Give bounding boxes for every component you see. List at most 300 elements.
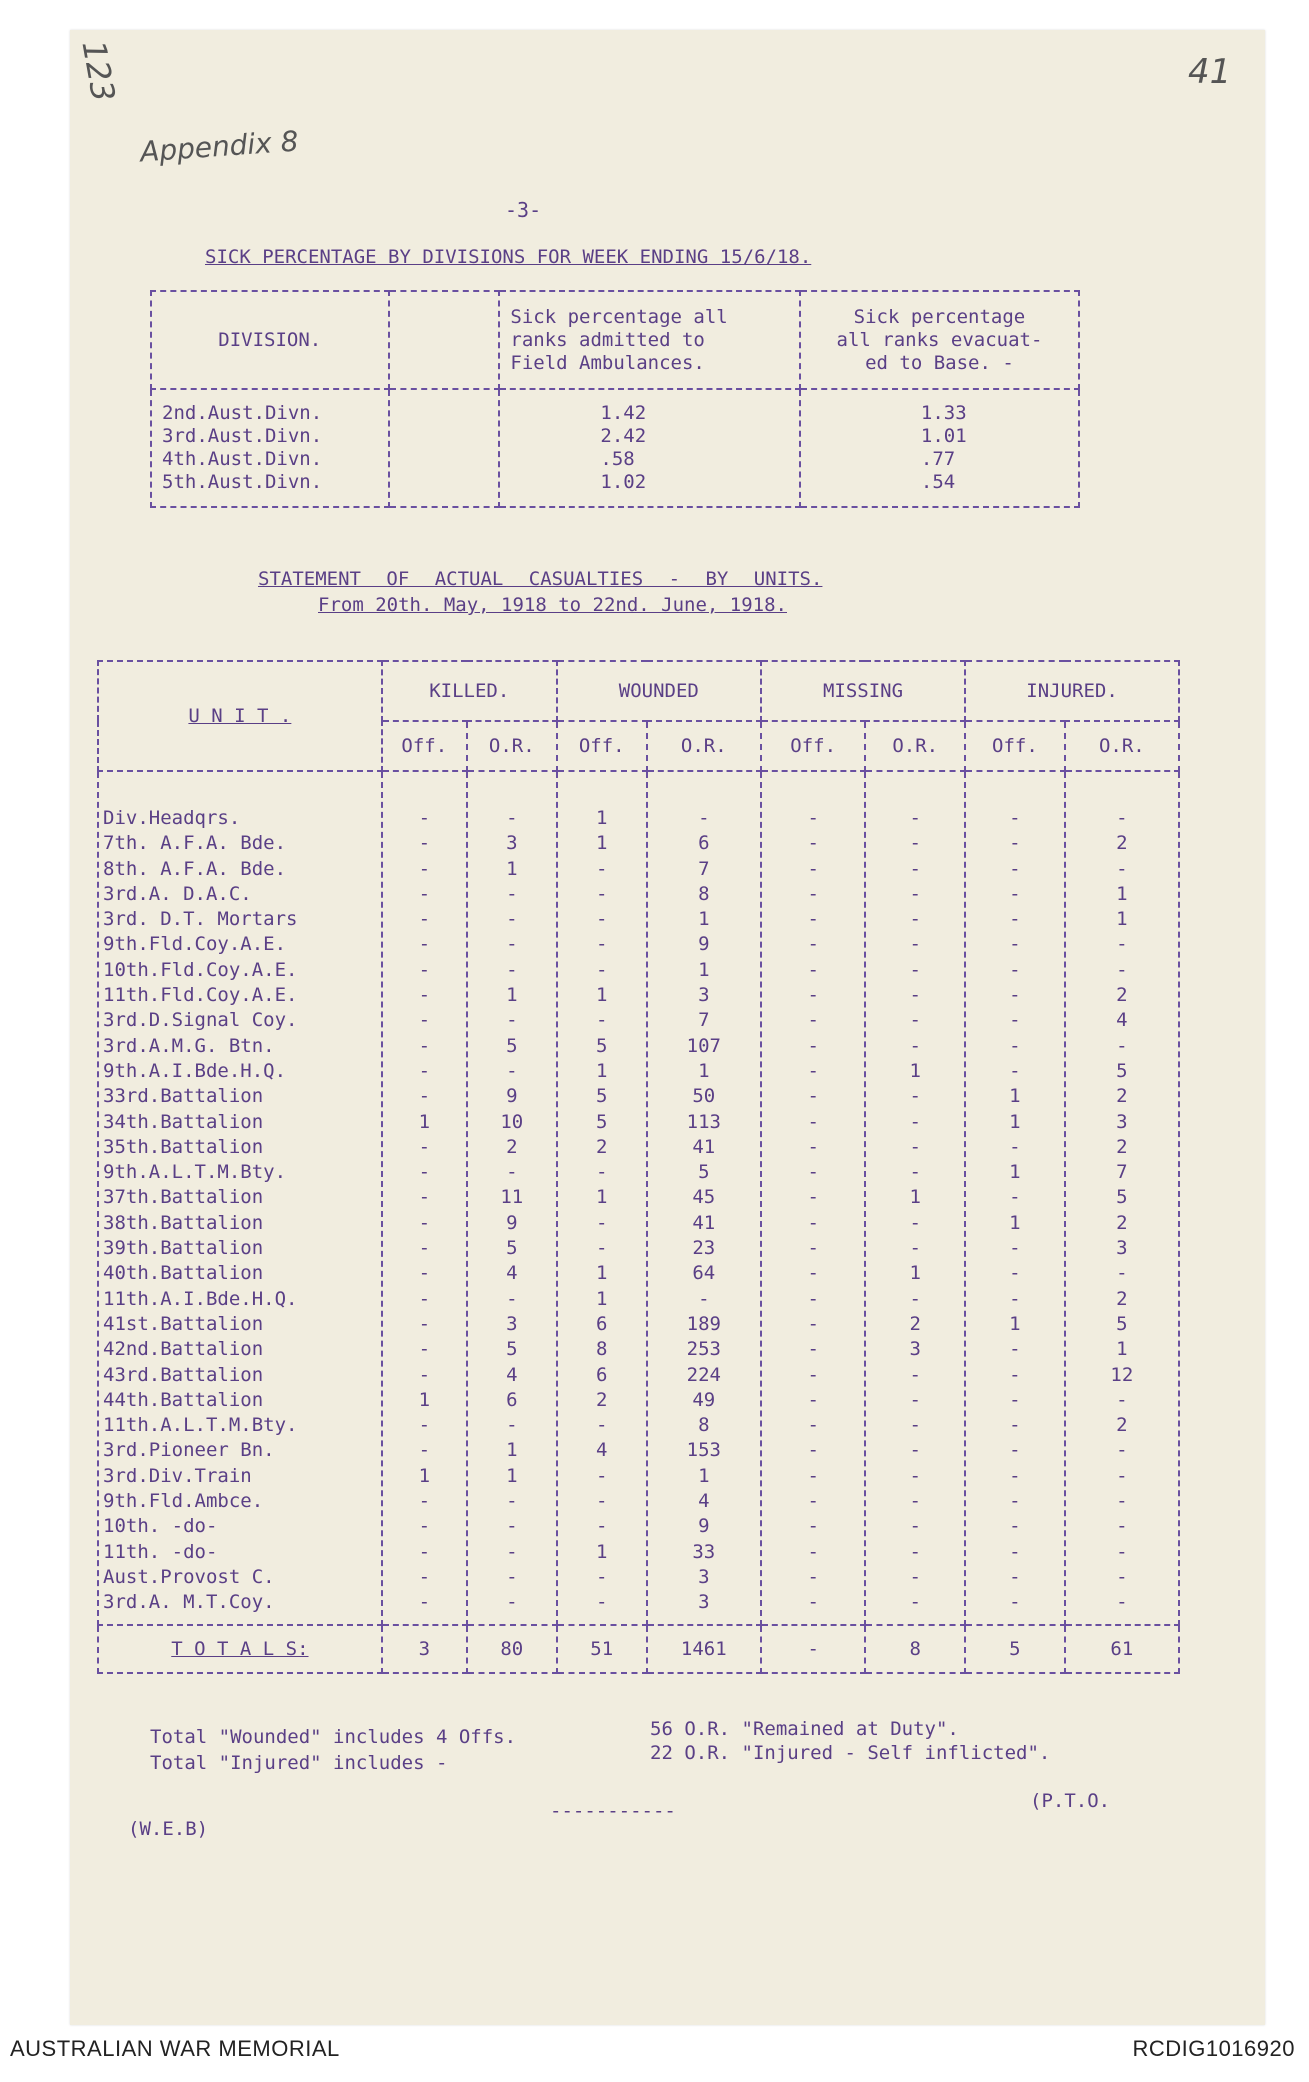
table-cell: - — [418, 1439, 431, 1462]
table-cell: - — [506, 908, 518, 931]
list-item: 1.02 — [600, 471, 647, 493]
table-cell: 8 — [698, 1414, 710, 1437]
killed-off-column — [382, 771, 467, 1625]
table-cell: - — [418, 1085, 431, 1108]
table-cell: - — [807, 1591, 819, 1614]
total-injured-off: 5 — [965, 1625, 1065, 1673]
subcol-missing-off: Off. — [761, 721, 866, 771]
table-cell: - — [1009, 1287, 1021, 1310]
table-cell: 1 — [698, 1059, 710, 1082]
table-cell: 2 — [1116, 1211, 1128, 1234]
table-cell: - — [595, 1515, 608, 1538]
table-cell: - — [506, 882, 518, 905]
table-cell: 8 — [595, 1338, 608, 1361]
table-cell: - — [909, 1085, 921, 1108]
table-cell: 4 — [698, 1490, 710, 1513]
table-cell: 9 — [506, 1211, 518, 1234]
unit-name: 3rd.A. D.A.C. — [103, 882, 252, 905]
table-cell: 113 — [686, 1110, 721, 1133]
table-cell: - — [807, 1363, 819, 1386]
table-cell: 1 — [595, 1262, 608, 1285]
unit-name: 3rd.Pioneer Bn. — [103, 1439, 275, 1462]
table-cell: 1 — [418, 1110, 431, 1133]
table-cell: - — [595, 908, 608, 931]
table-cell: 2 — [506, 1135, 518, 1158]
table-cell: - — [1009, 1186, 1021, 1209]
table-cell: - — [807, 1414, 819, 1437]
table-cell: - — [807, 882, 819, 905]
list-item: .58 — [600, 448, 635, 470]
table-cell: - — [909, 1034, 921, 1057]
table-cell: - — [595, 958, 608, 981]
total-wounded-or: 1461 — [647, 1625, 761, 1673]
table-cell: - — [909, 882, 921, 905]
unit-name: 37th.Battalion — [103, 1186, 264, 1209]
unit-name: 9th.A.L.T.M.Bty. — [103, 1161, 287, 1184]
table-cell: - — [418, 933, 431, 956]
table-cell: 1 — [506, 1439, 518, 1462]
table-cell: - — [418, 807, 431, 829]
col-admitted: Sick percentage all ranks admitted to Field Ambulances. — [499, 291, 800, 389]
table-cell: - — [909, 1439, 921, 1462]
unit-name: 11th.A.L.T.M.Bty. — [103, 1414, 298, 1437]
table-cell: - — [1116, 1565, 1128, 1588]
table-cell: - — [909, 857, 921, 880]
list-item: 1.01 — [920, 425, 967, 447]
table-cell: - — [418, 1135, 431, 1158]
total-wounded-off: 51 — [557, 1625, 647, 1673]
table-cell: - — [909, 908, 921, 931]
table-cell: - — [909, 1009, 921, 1032]
list-item: .54 — [920, 471, 956, 493]
table-cell: - — [909, 1515, 921, 1538]
table-cell: - — [1009, 832, 1021, 855]
table-cell: 5 — [595, 1110, 608, 1133]
table-cell: 253 — [686, 1338, 721, 1361]
table-cell: 1 — [1009, 1211, 1021, 1234]
unit-name: 9th.Fld.Ambce. — [103, 1490, 264, 1513]
table-cell: - — [909, 1287, 921, 1310]
table-cell: 1 — [595, 1059, 608, 1082]
table-cell: - — [418, 1591, 431, 1614]
table-cell: - — [595, 882, 608, 905]
injured-off-column — [965, 771, 1065, 1625]
table-cell: 5 — [506, 1338, 518, 1361]
table-cell: - — [1009, 958, 1021, 981]
table-cell: - — [506, 1414, 518, 1437]
table-cell: - — [1009, 1034, 1021, 1057]
table-cell: - — [807, 832, 819, 855]
table-cell: - — [807, 1490, 819, 1513]
table-cell: - — [1009, 984, 1021, 1007]
table-cell: - — [909, 1565, 921, 1588]
list-item: 5th.Aust.Divn. — [162, 471, 323, 493]
subcol-missing-or: O.R. — [865, 721, 965, 771]
table-cell: 3 — [909, 1338, 921, 1361]
table-cell: - — [807, 1338, 819, 1361]
table-cell: - — [418, 1034, 431, 1057]
note-wounded-b: 56 O.R. "Remained at Duty". — [650, 1718, 959, 1740]
table-cell: - — [595, 857, 608, 880]
table-cell: - — [418, 1515, 431, 1538]
table-cell: - — [807, 1034, 819, 1057]
table-cell: - — [909, 1237, 921, 1260]
table-cell: - — [595, 1211, 608, 1234]
subcol-wounded-or: O.R. — [647, 721, 761, 771]
list-item: 4th.Aust.Divn. — [162, 448, 323, 470]
blank-cell — [389, 389, 500, 507]
table-cell: - — [595, 1161, 608, 1184]
missing-off-column — [761, 771, 866, 1625]
table-cell: - — [807, 1186, 819, 1209]
table-cell: - — [909, 984, 921, 1007]
col-blank — [389, 291, 500, 389]
table-cell: 5 — [506, 1237, 518, 1260]
col-wounded: WOUNDED — [557, 661, 761, 721]
table-cell: 5 — [1116, 1059, 1128, 1082]
table-cell: 33 — [692, 1540, 716, 1563]
table-cell: 1 — [1116, 1338, 1128, 1361]
table-cell: 1 — [909, 1059, 921, 1082]
table-cell: - — [506, 933, 518, 956]
col-injured: INJURED. — [965, 661, 1179, 721]
table-cell: 107 — [686, 1034, 721, 1057]
list-item: 1.33 — [920, 402, 967, 424]
web-initials: (W.E.B) — [128, 1818, 209, 1840]
table-cell: 1 — [595, 984, 608, 1007]
table-cell: - — [1009, 1490, 1021, 1513]
table-cell: - — [807, 1161, 819, 1184]
table-cell: 1 — [1009, 1085, 1021, 1108]
table-cell: - — [418, 1312, 431, 1335]
separator-line: ----------- — [550, 1800, 676, 1822]
table-cell: - — [506, 1515, 518, 1538]
table-cell: - — [418, 1059, 431, 1082]
table-cell: 1 — [909, 1262, 921, 1285]
table-cell: - — [807, 1312, 819, 1335]
table-cell: - — [807, 1515, 819, 1538]
table-cell: - — [506, 1540, 518, 1563]
unit-name: 42nd.Battalion — [103, 1338, 264, 1361]
table-cell: 1 — [595, 1186, 608, 1209]
table-cell: 1 — [1009, 1161, 1021, 1184]
table-cell: - — [506, 1490, 518, 1513]
subcol-injured-off: Off. — [965, 721, 1065, 771]
unit-name: Aust.Provost C. — [103, 1565, 275, 1588]
list-item: 1.42 — [600, 402, 647, 424]
injured-or-column — [1065, 771, 1179, 1625]
table-cell: 5 — [1116, 1186, 1128, 1209]
table-cell: - — [418, 1161, 431, 1184]
killed-or-column — [467, 771, 557, 1625]
table-cell: 9 — [698, 933, 710, 956]
wounded-or-column — [647, 771, 761, 1625]
table-cell: - — [909, 832, 921, 855]
table-cell: 9 — [698, 1515, 710, 1538]
table-cell: 4 — [595, 1439, 608, 1462]
table-cell: 3 — [698, 1591, 710, 1614]
table-cell: 1 — [506, 857, 518, 880]
unit-name: 33rd.Battalion — [103, 1085, 264, 1108]
table-cell: - — [1009, 807, 1021, 829]
unit-name: 9th.Fld.Coy.A.E. — [103, 933, 287, 956]
table-cell: - — [418, 1186, 431, 1209]
table-cell: 153 — [686, 1439, 721, 1462]
table-cell: 6 — [506, 1388, 518, 1411]
table-cell: - — [1116, 857, 1128, 880]
table-cell: - — [595, 1591, 608, 1614]
table-cell: 189 — [686, 1312, 721, 1335]
table-cell: - — [1116, 958, 1128, 981]
unit-name: 9th.A.I.Bde.H.Q. — [103, 1059, 287, 1082]
table-cell: 7 — [698, 1009, 710, 1032]
table-cell: 23 — [692, 1237, 716, 1260]
unit-name: 7th. A.F.A. Bde. — [103, 832, 287, 855]
table-cell: - — [418, 857, 431, 880]
table-cell: 1 — [698, 958, 710, 981]
table-cell: 1 — [698, 1464, 710, 1487]
table-cell: - — [807, 1059, 819, 1082]
table-cell: - — [807, 1085, 819, 1108]
table-cell: - — [595, 1414, 608, 1437]
table-cell: 2 — [1116, 832, 1128, 855]
unit-name: 44th.Battalion — [103, 1388, 264, 1411]
table-cell: - — [595, 1490, 608, 1513]
table-cell: - — [807, 933, 819, 956]
total-missing-or: 8 — [865, 1625, 965, 1673]
table-cell: - — [1009, 908, 1021, 931]
table-cell: - — [1116, 933, 1128, 956]
unit-name: 3rd.A.M.G. Btn. — [103, 1034, 275, 1057]
table-cell: - — [506, 1287, 518, 1310]
table-cell: - — [506, 1161, 518, 1184]
table-cell: 2 — [1116, 1414, 1128, 1437]
table-cell: 1 — [698, 908, 710, 931]
table-cell: 6 — [595, 1312, 608, 1335]
table-cell: - — [807, 1110, 819, 1133]
table-cell: - — [1009, 933, 1021, 956]
table-cell: - — [1009, 1135, 1021, 1158]
col-evacuated: Sick percentage all ranks evacuat- ed to Base. - — [800, 291, 1079, 389]
table-cell: - — [807, 1135, 819, 1158]
table-cell: - — [909, 807, 921, 829]
table-cell: - — [418, 1211, 431, 1234]
table-cell: 2 — [1116, 1085, 1128, 1108]
table-cell: - — [1009, 1388, 1021, 1411]
table-cell: - — [418, 908, 431, 931]
wounded-off-column — [557, 771, 647, 1625]
table-cell: 4 — [1116, 1009, 1128, 1032]
table-cell: - — [807, 1439, 819, 1462]
table-cell: 1 — [418, 1464, 431, 1487]
table-cell: - — [909, 1540, 921, 1563]
table-cell: - — [595, 1464, 608, 1487]
table-cell: 1 — [506, 1464, 518, 1487]
table-cell: 50 — [692, 1085, 716, 1108]
totals-label: T O T A L S: — [98, 1625, 382, 1673]
unit-name: 8th. A.F.A. Bde. — [103, 857, 287, 880]
table-cell: 6 — [698, 832, 710, 855]
table-cell: - — [807, 1262, 819, 1285]
table-cell: - — [807, 1464, 819, 1487]
table-cell: - — [418, 882, 431, 905]
list-item: .77 — [920, 448, 956, 470]
table-cell: 7 — [1116, 1161, 1128, 1184]
table-cell: - — [807, 984, 819, 1007]
unit-name: 43rd.Battalion — [103, 1363, 264, 1386]
table-cell: - — [909, 1490, 921, 1513]
unit-name: 3rd.Div.Train — [103, 1464, 252, 1487]
table-cell: 3 — [506, 1312, 518, 1335]
casualty-table — [97, 660, 1180, 1674]
table-cell: 1 — [1116, 882, 1128, 905]
table-cell: - — [418, 832, 431, 855]
table-cell: - — [1116, 1262, 1128, 1285]
division-list — [151, 389, 389, 507]
table-cell: - — [418, 958, 431, 981]
unit-name: Div.Headqrs. — [103, 807, 241, 829]
table-cell: - — [1116, 1540, 1128, 1563]
table-cell: 64 — [692, 1262, 716, 1285]
table-cell: - — [909, 1211, 921, 1234]
table-cell: - — [698, 807, 710, 829]
col-killed: KILLED. — [382, 661, 557, 721]
list-item: 2.42 — [600, 425, 647, 447]
note-injured-a: Total "Injured" includes - — [150, 1752, 448, 1774]
table-cell: 41 — [692, 1135, 716, 1158]
table-cell: - — [909, 1464, 921, 1487]
table-cell: - — [698, 1287, 710, 1310]
table-cell: - — [1116, 1490, 1128, 1513]
table-cell: - — [1116, 807, 1128, 829]
table-cell: 1 — [506, 984, 518, 1007]
unit-name: 3rd.D.Signal Coy. — [103, 1009, 298, 1032]
unit-name: 10th. -do- — [103, 1515, 218, 1538]
list-item: 2nd.Aust.Divn. — [162, 402, 323, 424]
unit-name: 40th.Battalion — [103, 1262, 264, 1285]
note-wounded-a: Total "Wounded" includes 4 Offs. — [150, 1726, 517, 1748]
statement-title: STATEMENT OF ACTUAL CASUALTIES - BY UNITS. — [258, 568, 823, 590]
table-cell: - — [418, 1414, 431, 1437]
unit-name: 34th.Battalion — [103, 1110, 264, 1133]
table-cell: 1 — [909, 1186, 921, 1209]
sick-title: SICK PERCENTAGE BY DIVISIONS FOR WEEK ENDING 15/6/18. — [205, 246, 812, 268]
total-missing-off: - — [761, 1625, 866, 1673]
unit-name: 39th.Battalion — [103, 1237, 264, 1260]
table-cell: - — [909, 958, 921, 981]
table-cell: - — [1009, 1565, 1021, 1588]
subcol-wounded-off: Off. — [557, 721, 647, 771]
admitted-values — [499, 389, 800, 507]
table-cell: 1 — [595, 1287, 608, 1310]
table-cell: - — [909, 1135, 921, 1158]
table-cell: - — [1009, 1009, 1021, 1032]
evacuated-values — [800, 389, 1079, 507]
table-cell: 41 — [692, 1211, 716, 1234]
table-cell: 5 — [506, 1034, 518, 1057]
list-item: 3rd.Aust.Divn. — [162, 425, 323, 447]
table-cell: 2 — [1116, 984, 1128, 1007]
table-cell: - — [506, 1059, 518, 1082]
table-cell: - — [1009, 1363, 1021, 1386]
table-cell: - — [1009, 1237, 1021, 1260]
table-cell: - — [506, 958, 518, 981]
table-cell: 3 — [506, 832, 518, 855]
table-cell: - — [1009, 1540, 1021, 1563]
table-cell: - — [506, 1009, 518, 1032]
unit-name: 11th. -do- — [103, 1540, 218, 1563]
unit-name: 41st.Battalion — [103, 1312, 264, 1335]
table-cell: 1 — [595, 832, 608, 855]
table-cell: 9 — [506, 1085, 518, 1108]
table-cell: 2 — [1116, 1287, 1128, 1310]
sick-percentage-table — [150, 290, 1080, 508]
table-cell: 7 — [698, 857, 710, 880]
table-cell: - — [418, 1540, 431, 1563]
table-cell: 45 — [692, 1186, 716, 1209]
statement-subtitle: From 20th. May, 1918 to 22nd. June, 1918. — [318, 594, 787, 616]
table-cell: - — [418, 1287, 431, 1310]
table-cell: - — [807, 1287, 819, 1310]
table-cell: - — [909, 933, 921, 956]
table-cell: - — [595, 933, 608, 956]
table-cell: 11 — [500, 1186, 524, 1209]
table-cell: - — [807, 1009, 819, 1032]
table-cell: - — [506, 1565, 518, 1588]
table-cell: 3 — [1116, 1110, 1128, 1133]
table-cell: 6 — [595, 1363, 608, 1386]
unit-name: 3rd.A. M.T.Coy. — [103, 1591, 275, 1614]
table-cell: - — [418, 984, 431, 1007]
pto-note: (P.T.O. — [1030, 1790, 1111, 1812]
table-cell: - — [1116, 1591, 1128, 1614]
table-cell: - — [807, 1388, 819, 1411]
table-cell: - — [807, 1565, 819, 1588]
table-cell: - — [909, 1388, 921, 1411]
unit-name: 3rd. D.T. Mortars — [103, 908, 298, 931]
unit-column — [98, 771, 382, 1625]
table-cell: 1 — [1116, 908, 1128, 931]
margin-number-left: 123 — [74, 37, 123, 105]
table-cell: - — [418, 1490, 431, 1513]
unit-name: 10th.Fld.Coy.A.E. — [103, 958, 298, 981]
table-cell: 5 — [595, 1034, 608, 1057]
table-cell: - — [595, 1237, 608, 1260]
table-cell: - — [1009, 1262, 1021, 1285]
col-division: DIVISION. — [151, 291, 389, 389]
table-cell: 2 — [1116, 1135, 1128, 1158]
table-cell: 2 — [595, 1135, 608, 1158]
table-cell: - — [1116, 1388, 1128, 1411]
table-cell: - — [909, 1110, 921, 1133]
unit-name: 35th.Battalion — [103, 1135, 264, 1158]
page-number: -3- — [505, 198, 542, 222]
table-cell: 2 — [909, 1312, 921, 1335]
missing-or-column — [865, 771, 965, 1625]
table-cell: - — [418, 1565, 431, 1588]
table-cell: - — [1009, 1414, 1021, 1437]
table-cell: 8 — [698, 882, 710, 905]
table-cell: - — [418, 1262, 431, 1285]
table-cell: - — [1116, 1515, 1128, 1538]
footer-id: RCDIG1016920 — [1132, 2036, 1295, 2061]
table-cell: 4 — [506, 1363, 518, 1386]
table-cell: - — [807, 807, 819, 829]
table-cell: 224 — [686, 1363, 721, 1386]
table-cell: - — [1009, 857, 1021, 880]
total-injured-or: 61 — [1065, 1625, 1179, 1673]
table-cell: - — [418, 1009, 431, 1032]
